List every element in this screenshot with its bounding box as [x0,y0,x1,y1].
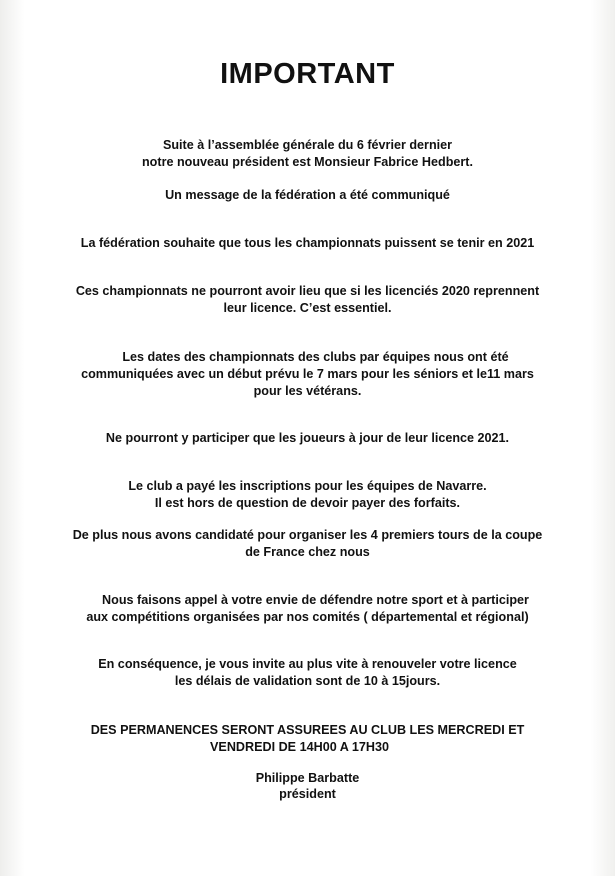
licence-condition-line-2: leur licence. C’est essentiel. [223,301,392,315]
club-paid-line-2: Il est hors de question de devoir payer des forfaits. [154,496,461,510]
signature-role: président [279,787,336,801]
assembly-line-1: Suite à l’assemblée générale du 6 février dernier [162,138,453,152]
club-paid-line-1: Le club a payé les inscriptions pour les équipes de Navarre. [128,479,487,493]
signature-name: Philippe Barbatte [255,771,360,785]
renewal-line-2: les délais de validation sont de 10 à 15jours. [174,674,441,688]
participation: Ne pourront y participer que les joueurs à jour de leur licence 2021. [105,431,510,445]
assembly-line-2: notre nouveau président est Monsieur Fabrice Hedbert. [141,155,473,169]
federation-wish: La fédération souhaite que tous les championnats puissent se tenir en 2021 [80,236,535,250]
coupe-line-2: de France chez nous [245,545,370,559]
dates-line-2: communiquées avec un début prévu le 7 mars pour les séniors et le11 mars [81,367,534,381]
permanences-line-1: DES PERMANENCES SERONT ASSUREES AU CLUB LES MERCREDI ET [90,723,525,737]
dates-line-3: pour les vétérans. [253,384,362,398]
permanences-line-2: VENDREDI DE 14H00 A 17H30 [210,740,389,754]
appeal-line-2: aux compétitions organisées par nos comités ( départemental et régional) [86,610,529,624]
appeal-line-1: Nous faisons appel à votre envie de défendre notre sport et à participer [102,593,529,607]
licence-condition-line-1: Ces championnats ne pourront avoir lieu que si les licenciés 2020 reprennent [75,284,540,298]
page-title: IMPORTANT [220,58,395,90]
renewal-line-1: En conséquence, je vous invite au plus vite à renouveler votre licence [98,657,517,671]
dates-line-1: Les dates des championnats des clubs par équipes nous ont été [122,350,509,364]
federation-message: Un message de la fédération a été communiqué [165,188,450,202]
coupe-line-1: De plus nous avons candidaté pour organiser les 4 premiers tours de la coupe [72,528,543,542]
